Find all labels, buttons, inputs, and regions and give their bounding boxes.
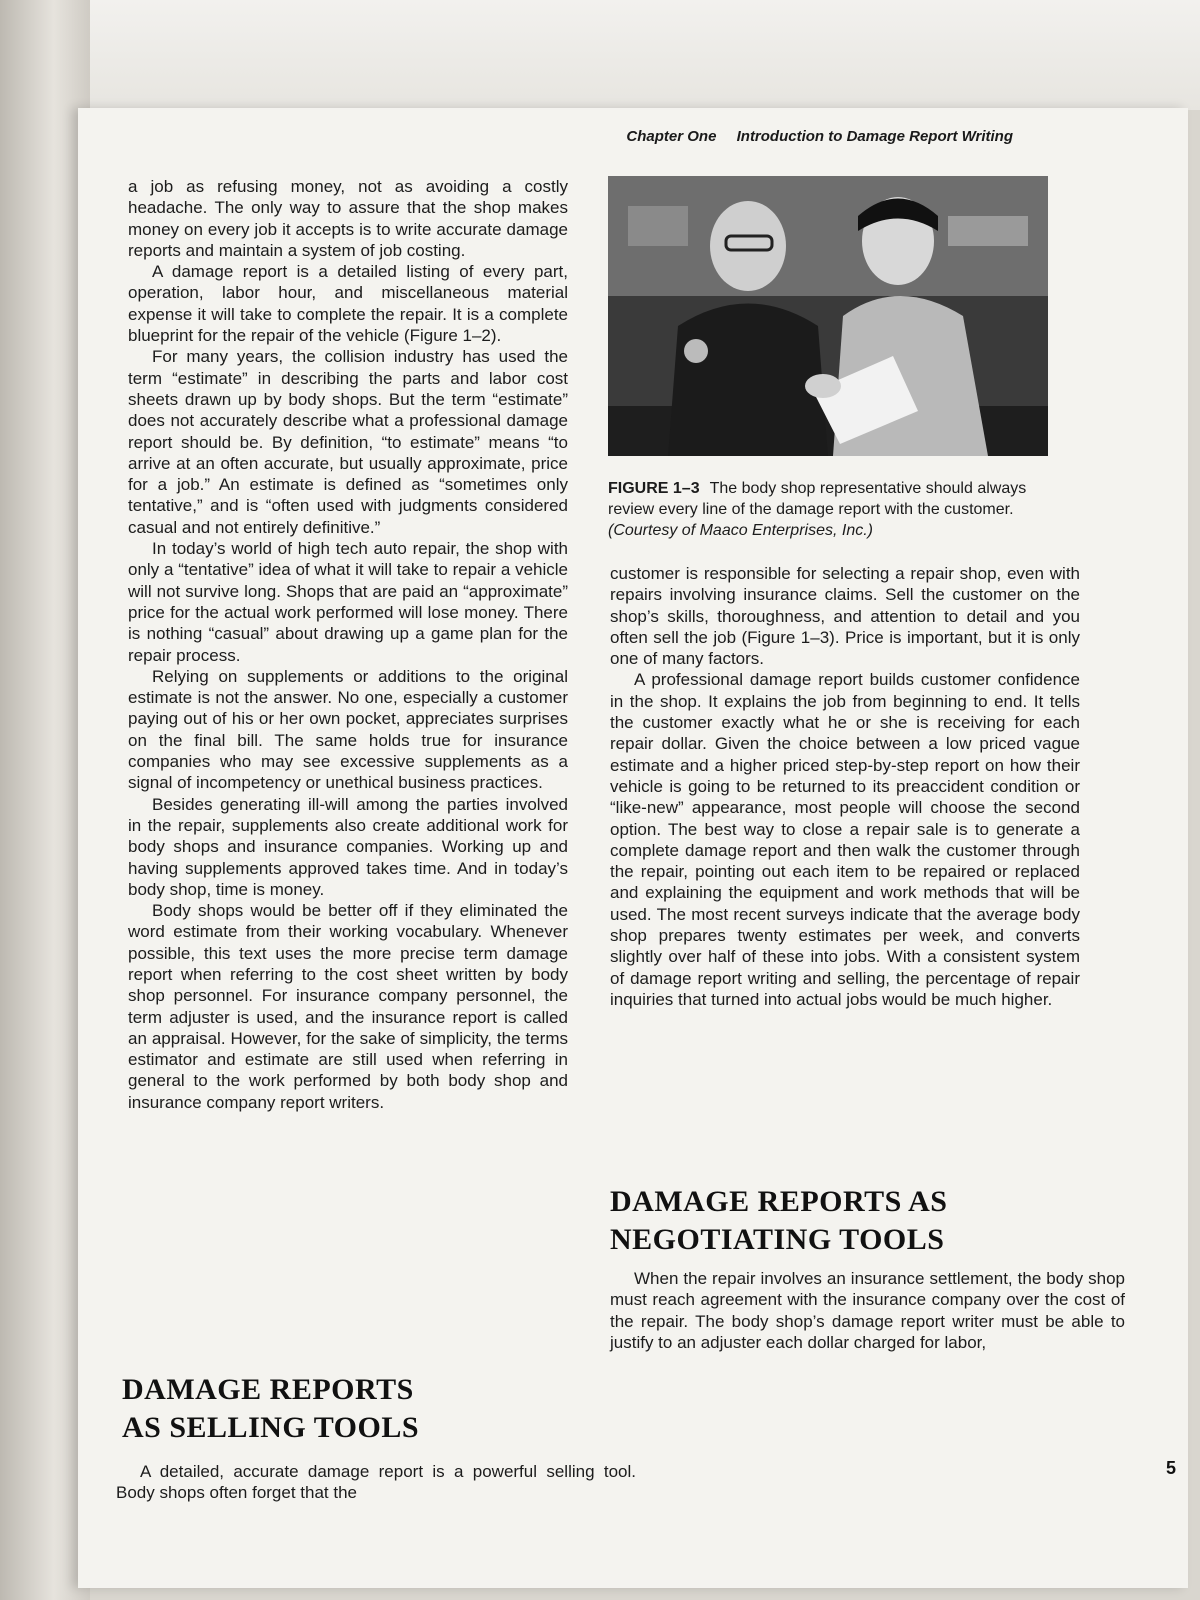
backdrop-left: [0, 0, 90, 1600]
paragraph: When the repair involves an insurance settlement, the body shop must reach agreement with the insurance company over the cost of the repair. The body shop’s damage report writer must be able to justify to an adjuster each dollar charged for labor,: [610, 1269, 1125, 1352]
heading-line: DAMAGE REPORTS: [122, 1373, 414, 1406]
paragraph: For many years, the collision industry has used the term “estimate” in describing the parts and labor cost sheets drawn up by body shops. But the term “estimate” does not accurately describe what a professional damage report should be. By definition, “to estimate” means “to arrive at an often accurate, but usually approximate, price for a job.” An estimate is defined as “sometimes only tentative,” and is “often used with judgments considered casual and not entirely definitive.”: [128, 347, 568, 537]
figure-caption: [608, 478, 1053, 541]
figure-credit: (Courtesy of Maaco Enterprises, Inc.): [608, 522, 873, 539]
figure-photo: [608, 176, 1048, 456]
page-number: 5: [1165, 1458, 1176, 1478]
heading-selling-tools: [122, 1371, 419, 1447]
paragraph: customer is responsible for selecting a repair shop, even with repairs involving insurance claims. Sell the customer on the shop’s skills, thoroughness, and attention to detail and you often sell the job (Figure 1–3). Price is important, but it is only one of many factors.: [610, 564, 1080, 669]
paragraph: A damage report is a detailed listing of every part, operation, labor hour, and miscellaneous material expense it will take to complete the repair. It is a complete blueprint for the repair of the vehicle (Figure 1–2).: [128, 262, 568, 346]
left-column: [116, 176, 636, 1503]
paragraph: Body shops would be better off if they eliminated the word estimate from their working vocabulary. Whenever possible, this text uses the more precise term damage report when referring to the cost sheet written by body shop personnel. For insurance company personnel, the term adjuster is used, and the insurance report is called an appraisal. However, for the sake of simplicity, the terms estimator and estimate are still used when referring in general to the work performed by both body shop and insurance company report writers.: [128, 901, 568, 1112]
right-column: [610, 563, 1125, 1352]
photo-illustration: [608, 176, 1048, 456]
heading-line: NEGOTIATING TOOLS: [610, 1223, 945, 1256]
book-page: [78, 108, 1188, 1588]
figure-label: FIGURE 1–3: [608, 480, 700, 497]
heading-negotiating-tools: [610, 1183, 948, 1259]
chapter-label: Chapter One: [626, 128, 717, 145]
paragraph: a job as refusing money, not as avoiding a costly headache. The only way to assure that the shop makes money on every job it accepts is to write accurate damage reports and maintain a system of job costing.: [128, 177, 568, 260]
paragraph: A detailed, accurate damage report is a powerful selling tool. Body shops often forget that the: [116, 1462, 636, 1503]
heading-line: AS SELLING TOOLS: [122, 1411, 420, 1444]
negotiating-tools-paragraph: [610, 1268, 1125, 1353]
chapter-title: Introduction to Damage Report Writing: [736, 128, 1013, 145]
selling-tools-paragraph: [116, 1461, 636, 1504]
paragraph: Relying on supplements or additions to the original estimate is not the answer. No one, especially a customer paying out of his or her own pocket, appreciates surprises on the final bill. The same holds true for insurance companies who may see excessive supplements as a signal of incompetency or unethical business practices.: [128, 666, 568, 793]
paragraph: In today’s world of high tech auto repair, the shop with only a “tentative” idea of what it will take to repair a vehicle will not survive long. Shops that are paid an “approximate” price for the actual work performed will lose money. There is nothing “casual” about drawing up a game plan for the repair process.: [128, 539, 568, 665]
backdrop-top: [0, 0, 1200, 110]
heading-line: DAMAGE REPORTS AS: [610, 1185, 948, 1218]
running-header: [626, 128, 1013, 145]
paragraph: A professional damage report builds customer confidence in the shop. It explains the job from beginning to end. It tells the customer exactly what he or she is receiving for each repair dollar. Given the choice between a low priced vague estimate and a higher priced step-by-step report on how their vehicle is going to be returned to its preaccident condition or “like-new” appearance, most people will choose the second option. The best way to close a repair sale is to generate a complete damage report and then walk the customer through the repair, pointing out each item to be repaired or replaced and explaining the equipment and work methods that will be used. The most recent surveys indicate that the average body shop prepares twenty estimates per week, and converts slightly over half of these into jobs. With a consistent system of damage report writing and selling, the percentage of repair inquiries that turned into actual jobs would be much higher.: [610, 670, 1080, 1009]
figure-text: The body shop representative should always review every line of the damage report with the customer.: [608, 480, 1027, 518]
paragraph: Besides generating ill-will among the parties involved in the repair, supplements also create additional work for body shops and insurance companies. Working up and having supplements approved takes time. And in today’s body shop, time is money.: [128, 794, 568, 899]
